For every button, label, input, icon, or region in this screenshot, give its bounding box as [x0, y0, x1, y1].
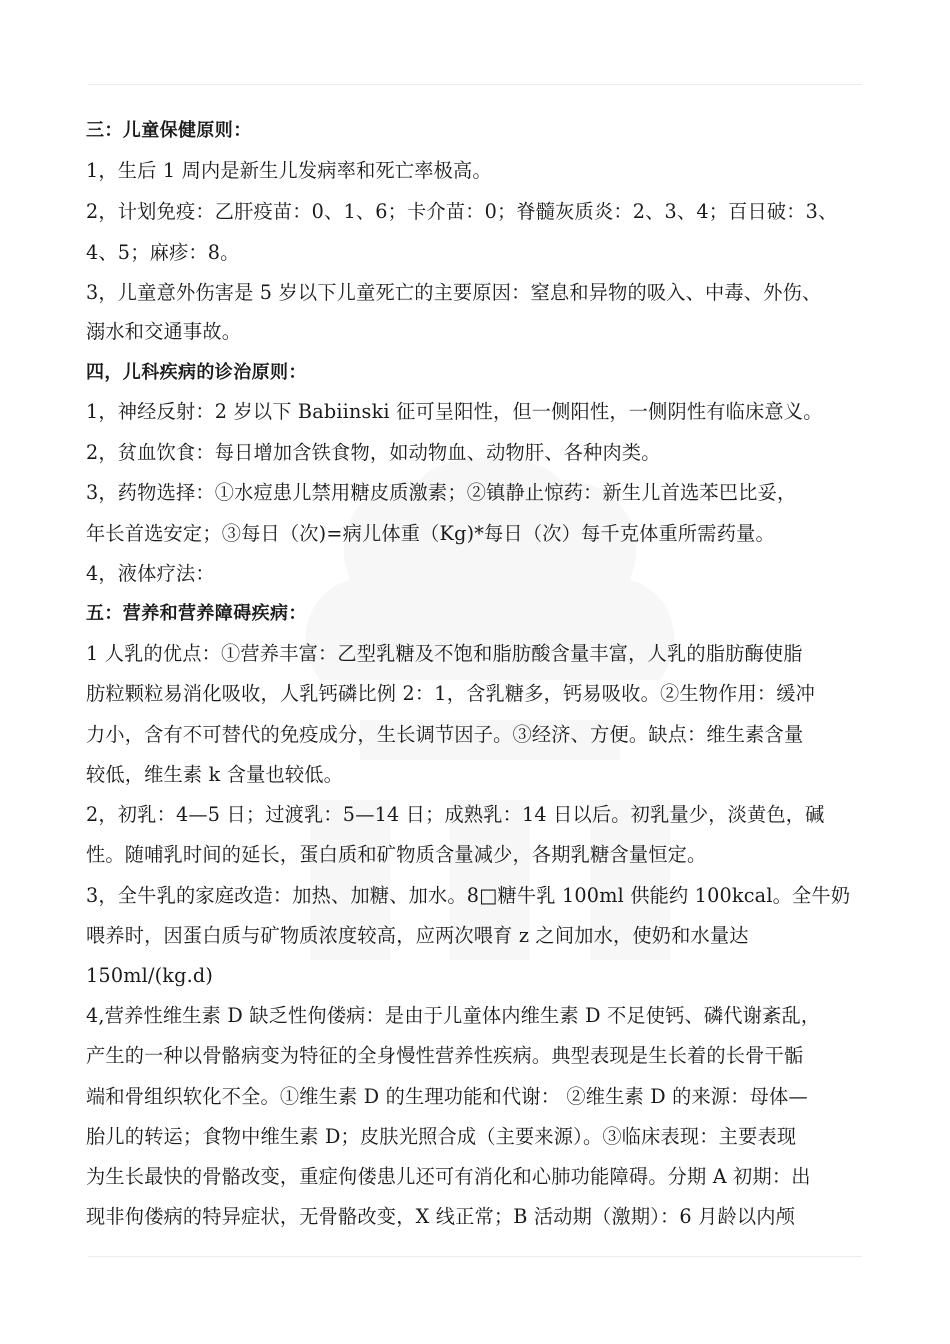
text-line: 溺水和交通事故。: [86, 320, 242, 343]
text-line: 2，初乳：4—5 日；过渡乳：5—14 日；成熟乳：14 日以后。初乳量少，淡黄色，碱: [86, 803, 825, 826]
text-line: 现非佝偻病的特异症状，无骨骼改变，X 线正常；B 活动期（激期）：6 月龄以内颅: [86, 1205, 796, 1228]
text-line: 较低，维生素 k 含量也较低。: [86, 763, 344, 786]
text-line: 胎儿的转运；食物中维生素 D；皮肤光照合成（主要来源）。③临床表现：主要表现: [86, 1125, 797, 1148]
section-heading: 四，儿科疾病的诊治原则：: [86, 362, 307, 383]
text-line: 1，神经反射：2 岁以下 Babiinski 征可呈阳性，但一侧阳性，一侧阴性有临床意义。: [86, 400, 823, 423]
text-line: 1，生后 1 周内是新生儿发病率和死亡率极高。: [86, 159, 492, 182]
text-line: 2，计划免疫：乙肝疫苗：0、1、6；卡介苗：0；脊髓灰质炎：2、3、4；百日破：3、: [86, 200, 838, 223]
text-line: 3，药物选择：①水痘患儿禁用糖皮质激素；②镇静止惊药：新生儿首选苯巴比妥，: [86, 481, 797, 504]
text-line: 肪粒颗粒易消化吸收，人乳钙磷比例 2：1，含乳糖多，钙易吸收。②生物作用：缓冲: [86, 682, 816, 705]
text-line: 3，全牛乳的家庭改造：加热、加糖、加水。8□糖牛乳 100ml 供能约 100kcal。全牛奶: [86, 884, 851, 907]
section-heading: 五：营养和营养障碍疾病：: [86, 603, 307, 624]
text-line: 2，贫血饮食：每日增加含铁食物，如动物血、动物肝、各种肉类。: [86, 441, 661, 464]
text-line: 3，儿童意外伤害是 5 岁以下儿童死亡的主要原因：窒息和异物的吸入、中毒、外伤、: [86, 281, 822, 304]
text-line: 为生长最快的骨骼改变，重症佝偻患儿还可有消化和心肺功能障碍。分期 A 初期：出: [86, 1165, 811, 1188]
text-line: 4、5；麻疹：8。: [86, 241, 240, 264]
text-line: 力小，含有不可替代的免疫成分，生长调节因子。③经济、方便。缺点：维生素含量: [86, 723, 804, 746]
text-line: 性。随哺乳时间的延长，蛋白质和矿物质含量减少，各期乳糖含量恒定。: [86, 843, 707, 866]
text-line: 4,营养性维生素 D 缺乏性佝偻病：是由于儿童体内维生素 D 不足使钙、磷代谢紊乱，: [86, 1004, 821, 1027]
text-line: 端和骨组织软化不全。①维生素 D 的生理功能和代谢： ②维生素 D 的来源：母体—: [86, 1085, 808, 1108]
header-rule: [88, 84, 862, 85]
text-line: 产生的一种以骨骼病变为特征的全身慢性营养性疾病。典型表现是生长着的长骨干骺: [86, 1044, 804, 1067]
text-line: 1 人乳的优点：①营养丰富：乙型乳糖及不饱和脂肪酸含量丰富，人乳的脂肪酶使脂: [86, 642, 803, 665]
footer-rule: [88, 1256, 862, 1257]
text-line: 喂养时，因蛋白质与矿物质浓度较高，应两次喂育 z 之间加水，使奶和水量达: [86, 924, 749, 947]
section-heading: 三：儿童保健原则：: [86, 120, 252, 141]
text-line: 150ml/(kg.d): [86, 964, 214, 987]
text-line: 4，液体疗法：: [86, 562, 215, 585]
text-line: 年长首选安定；③每日（次)=病儿体重（Kg)*每日（次）每千克体重所需药量。: [86, 522, 775, 545]
